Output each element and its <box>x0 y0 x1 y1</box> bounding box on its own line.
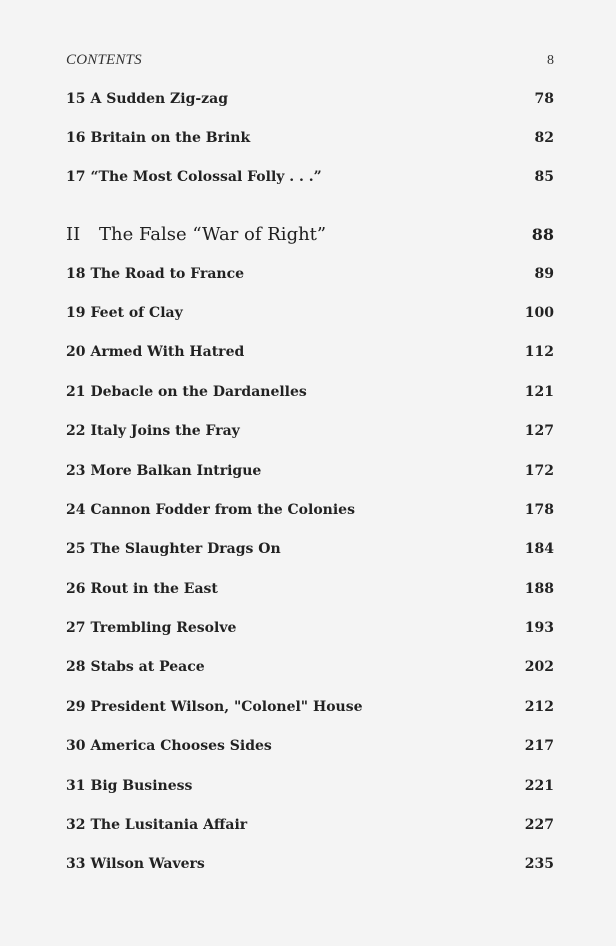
entry-number: 15 <box>66 91 86 107</box>
part-title: The False “War of Right” <box>99 224 327 245</box>
entry-number: 17 <box>66 169 86 185</box>
entry-label <box>66 130 250 146</box>
toc-entry[interactable] <box>66 699 554 721</box>
entry-label <box>66 620 236 636</box>
toc-entry[interactable] <box>66 620 554 642</box>
entry-page: 202 <box>524 659 554 675</box>
entry-title: Wilson Wavers <box>90 856 205 872</box>
entry-page: 89 <box>534 266 554 282</box>
entry-label <box>66 778 192 794</box>
entry-page: 221 <box>524 778 554 794</box>
toc-entry[interactable] <box>66 423 554 445</box>
entry-label <box>66 856 205 872</box>
entry-label <box>66 502 355 518</box>
entry-number: 20 <box>66 344 86 360</box>
entry-number: 29 <box>66 699 86 715</box>
entry-label <box>66 738 272 754</box>
entry-number: 22 <box>66 423 86 439</box>
entry-number: 27 <box>66 620 86 636</box>
entry-page: 227 <box>524 817 554 833</box>
header-page-number: 8 <box>547 53 554 68</box>
toc-entry[interactable] <box>66 581 554 603</box>
entry-page: 172 <box>524 463 554 479</box>
entry-title: Debacle on the Dardanelles <box>90 384 307 400</box>
entry-label <box>66 169 322 185</box>
entry-page: 112 <box>524 344 554 360</box>
entry-number: 16 <box>66 130 86 146</box>
part-label <box>66 224 326 245</box>
toc-entry[interactable] <box>66 463 554 485</box>
entry-number: 24 <box>66 502 86 518</box>
entry-title: The Slaughter Drags On <box>90 541 281 557</box>
entry-number: 21 <box>66 384 86 400</box>
toc-entry[interactable] <box>66 130 554 152</box>
entry-label <box>66 581 218 597</box>
entry-page: 193 <box>524 620 554 636</box>
toc-entry[interactable] <box>66 169 554 191</box>
entry-title: Rout in the East <box>90 581 218 597</box>
entry-page: 212 <box>524 699 554 715</box>
part-page: 88 <box>531 225 554 244</box>
entry-title: More Balkan Intrigue <box>90 463 262 479</box>
entry-label <box>66 541 281 557</box>
toc-entry[interactable] <box>66 738 554 760</box>
entry-number: 31 <box>66 778 86 794</box>
running-header <box>66 52 554 72</box>
entry-label <box>66 817 247 833</box>
toc-entry[interactable] <box>66 502 554 524</box>
entry-title: “The Most Colossal Folly . . .” <box>90 169 322 185</box>
toc-entry[interactable] <box>66 659 554 681</box>
entry-page: 78 <box>534 91 554 107</box>
header-title: CONTENTS <box>66 52 142 68</box>
toc-entry[interactable] <box>66 266 554 288</box>
entry-label <box>66 699 363 715</box>
entry-number: 28 <box>66 659 86 675</box>
entry-label <box>66 91 228 107</box>
entry-page: 100 <box>524 305 554 321</box>
entry-number: 30 <box>66 738 86 754</box>
entry-page: 85 <box>534 169 554 185</box>
entry-number: 25 <box>66 541 86 557</box>
entry-label <box>66 266 244 282</box>
entry-title: Stabs at Peace <box>90 659 205 675</box>
entry-title: Trembling Resolve <box>90 620 237 636</box>
entry-number: 23 <box>66 463 86 479</box>
entry-title: Cannon Fodder from the Colonies <box>90 502 355 518</box>
entry-title: A Sudden Zig-zag <box>90 91 228 107</box>
entry-page: 121 <box>524 384 554 400</box>
entry-number: 19 <box>66 305 86 321</box>
entry-title: The Road to France <box>90 266 244 282</box>
entry-page: 82 <box>534 130 554 146</box>
entry-number: 26 <box>66 581 86 597</box>
entry-title: Big Business <box>90 778 193 794</box>
entry-title: Armed With Hatred <box>90 344 245 360</box>
entry-label <box>66 659 205 675</box>
entry-label <box>66 305 183 321</box>
entry-page: 184 <box>524 541 554 557</box>
toc-entry[interactable] <box>66 344 554 366</box>
toc-entry[interactable] <box>66 856 554 878</box>
part-heading[interactable] <box>66 224 554 252</box>
entry-title: Feet of Clay <box>90 305 183 321</box>
entry-label <box>66 384 307 400</box>
toc-entry[interactable] <box>66 305 554 327</box>
entry-title: Italy Joins the Fray <box>90 423 240 439</box>
toc-entry[interactable] <box>66 817 554 839</box>
entry-number: 18 <box>66 266 86 282</box>
entry-page: 127 <box>524 423 554 439</box>
entry-title: America Chooses Sides <box>90 738 272 754</box>
entry-page: 235 <box>524 856 554 872</box>
toc-entry[interactable] <box>66 778 554 800</box>
entry-title: President Wilson, "Colonel" House <box>90 699 363 715</box>
entry-number: 32 <box>66 817 86 833</box>
entry-label <box>66 463 261 479</box>
entry-number: 33 <box>66 856 86 872</box>
entry-page: 217 <box>524 738 554 754</box>
entry-label <box>66 344 244 360</box>
toc-entry[interactable] <box>66 541 554 563</box>
entry-label <box>66 423 240 439</box>
toc-entry[interactable] <box>66 384 554 406</box>
part-number: II <box>66 224 81 245</box>
toc-entry[interactable] <box>66 91 554 113</box>
entry-title: Britain on the Brink <box>90 130 251 146</box>
entry-page: 188 <box>524 581 554 597</box>
entry-title: The Lusitania Affair <box>90 817 248 833</box>
entry-page: 178 <box>524 502 554 518</box>
